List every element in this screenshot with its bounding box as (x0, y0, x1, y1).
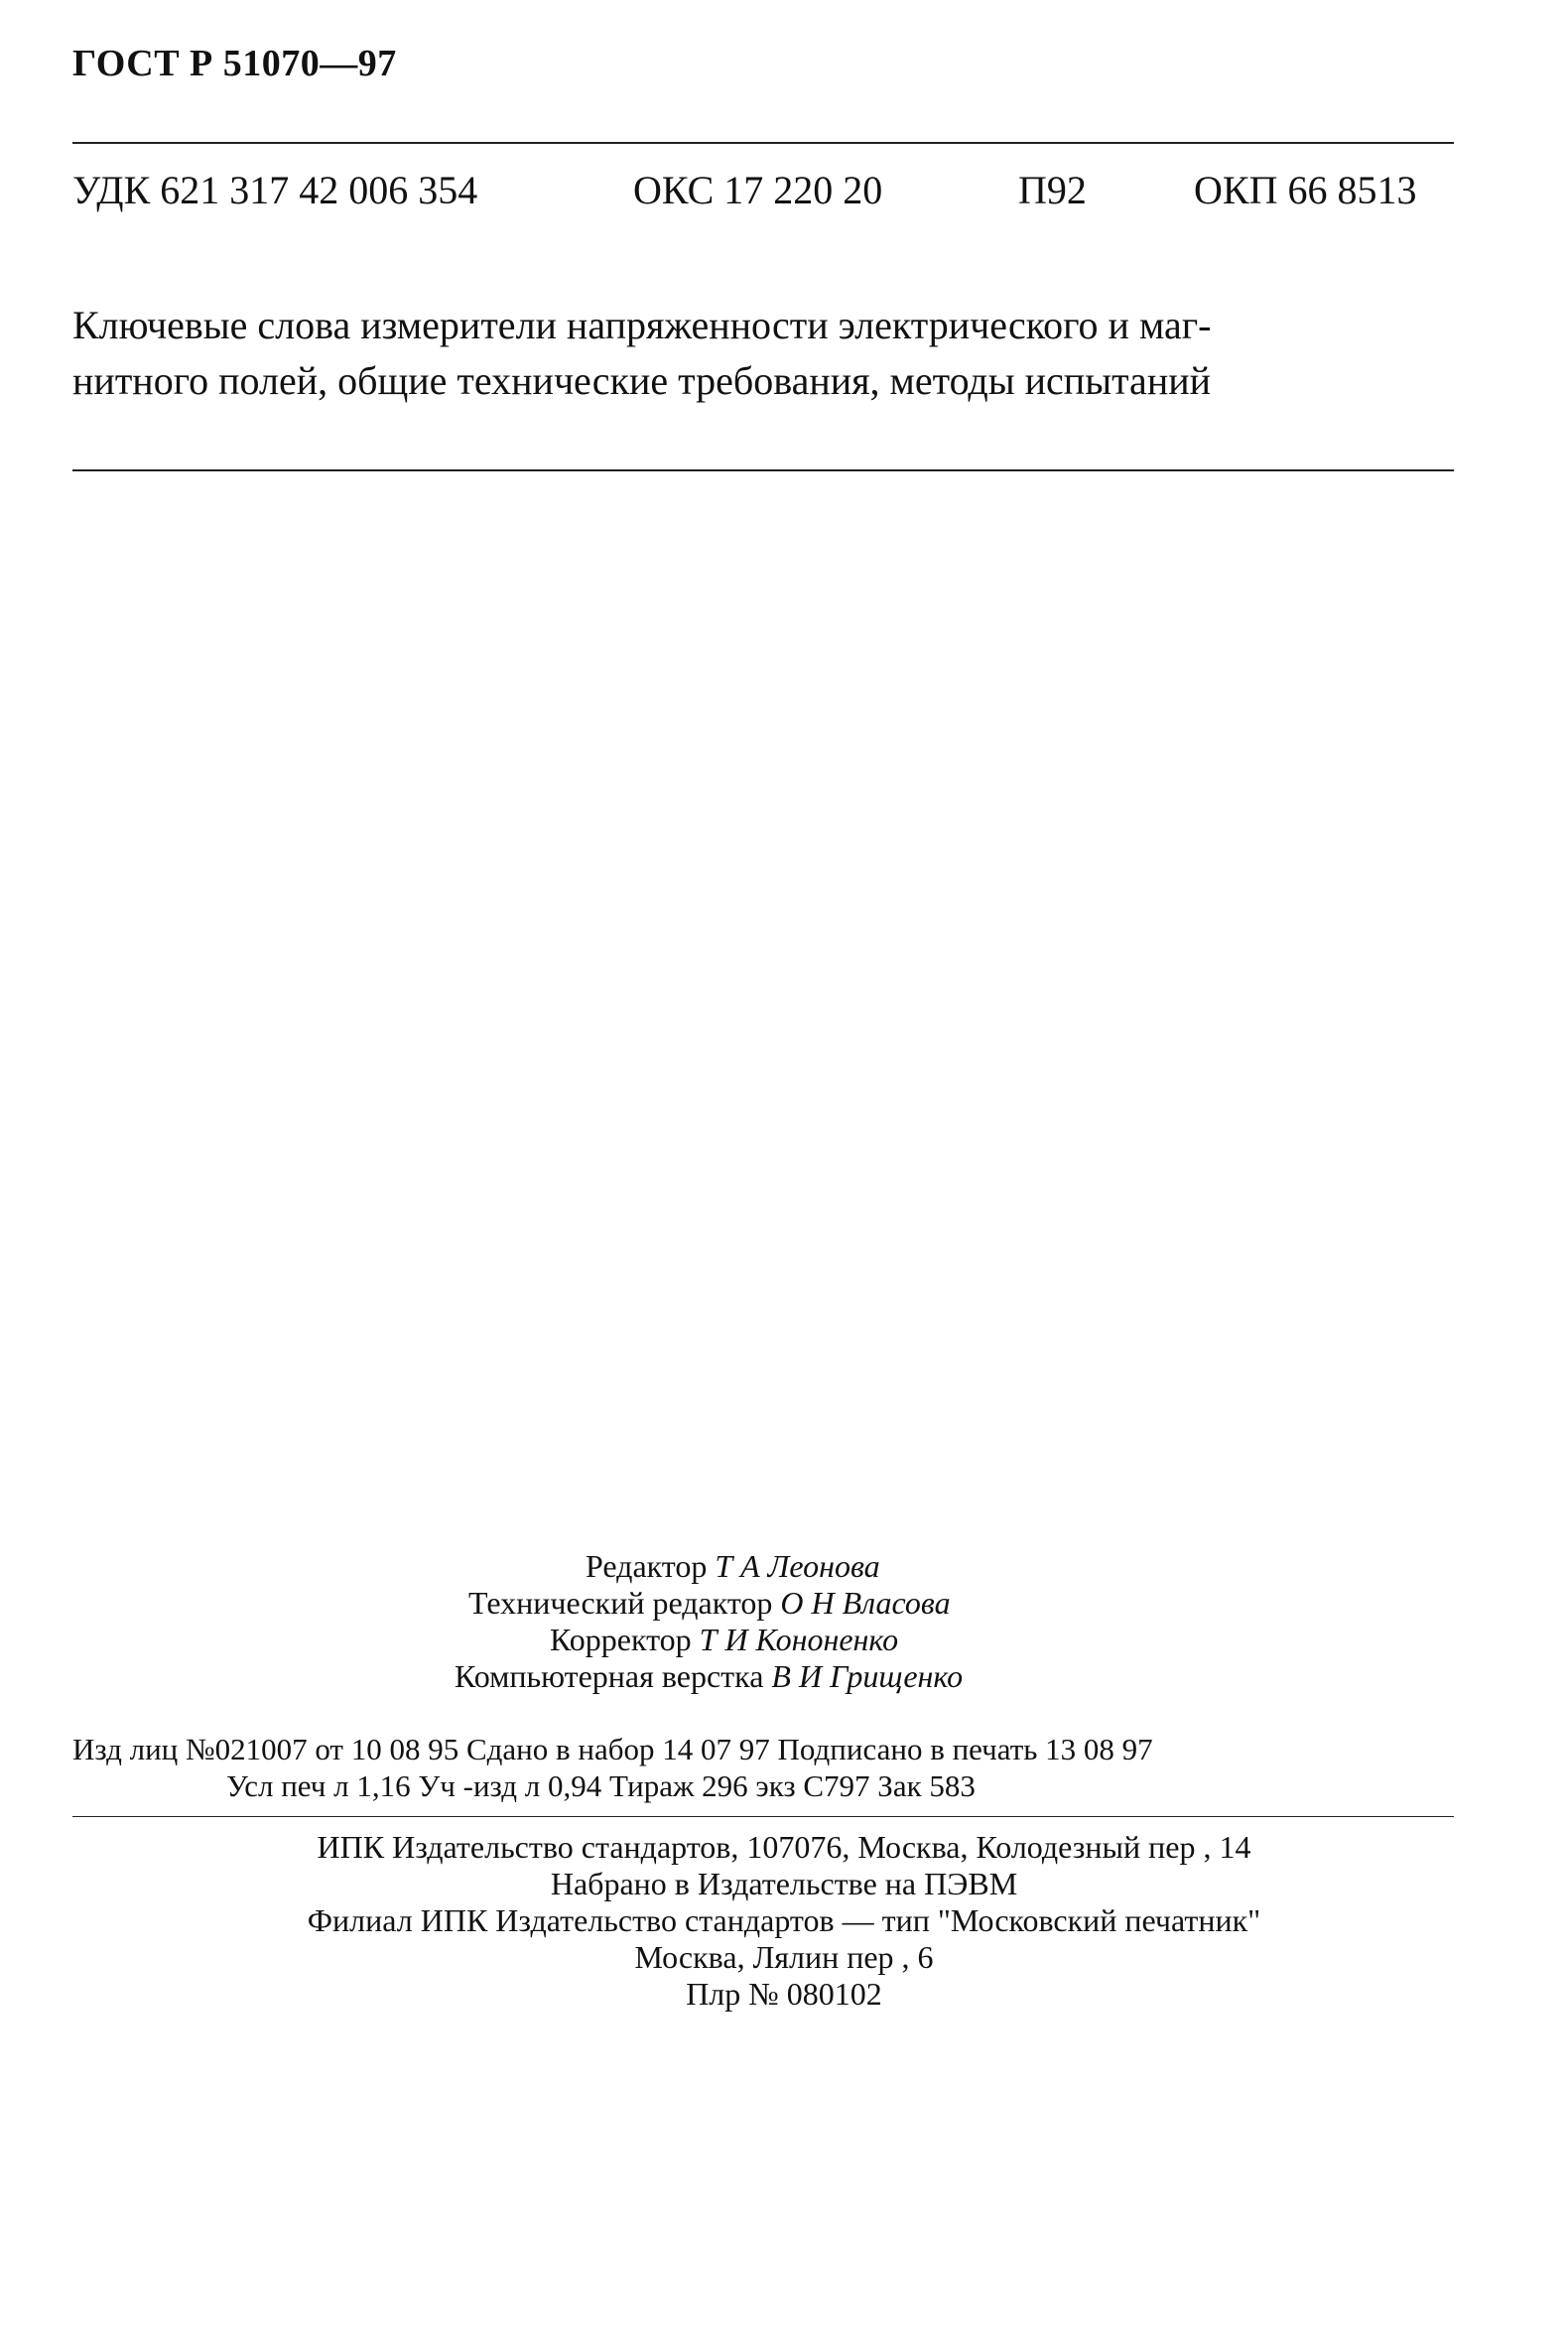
imprint-divider (72, 1816, 1454, 1817)
keywords-block (72, 298, 1462, 409)
credit-proofreader (550, 1622, 898, 1658)
udk-code: УДК 621 317 42 006 354 (72, 168, 478, 212)
imprint-line: Усл печ л 1,16 Уч -изд л 0,94 Тираж 296 экз С797 Зак 583 (226, 1768, 976, 1803)
publisher-line: ИПК Издательство стандартов, 107076, Москва, Колодезный пер , 14 (317, 1829, 1251, 1865)
keywords-line: Ключевые слова измерители напряженности электрического и маг- (72, 303, 1212, 347)
credit-role: Редактор (586, 1548, 708, 1584)
credit-layout (455, 1658, 963, 1695)
credit-role: Технический редактор (468, 1585, 773, 1621)
publisher-line: Москва, Лялин пер , 6 (634, 1939, 934, 1975)
credit-tech-editor (468, 1585, 951, 1622)
keywords-line: нитного полей, общие технические требования, методы испытаний (72, 358, 1212, 403)
credit-name: В И Грищенко (771, 1658, 964, 1694)
credit-role: Корректор (550, 1622, 692, 1657)
credit-name: Т А Леонова (715, 1548, 880, 1584)
standard-number: ГОСТ Р 51070—97 (72, 43, 397, 84)
oks-code: ОКС 17 220 20 (633, 168, 883, 212)
credit-name: О Н Власова (780, 1585, 951, 1621)
publisher-line: Филиал ИПК Издательство стандартов — тип "Московский печатник" (307, 1902, 1261, 1938)
group-code: П92 (1018, 168, 1087, 212)
publisher-line: Набрано в Издательстве на ПЭВМ (550, 1866, 1018, 1901)
okp-code: ОКП 66 8513 (1194, 168, 1417, 212)
publisher-line: Плр № 080102 (686, 1976, 882, 2012)
top-divider (72, 142, 1454, 144)
credit-role: Компьютерная верстка (455, 1658, 764, 1694)
credit-editor (586, 1548, 880, 1585)
imprint-line: Изд лиц №021007 от 10 08 95 Сдано в набор 14 07 97 Подписано в печать 13 08 97 (72, 1732, 1153, 1766)
keywords-divider (72, 469, 1454, 471)
credit-name: Т И Кононенко (699, 1622, 899, 1657)
